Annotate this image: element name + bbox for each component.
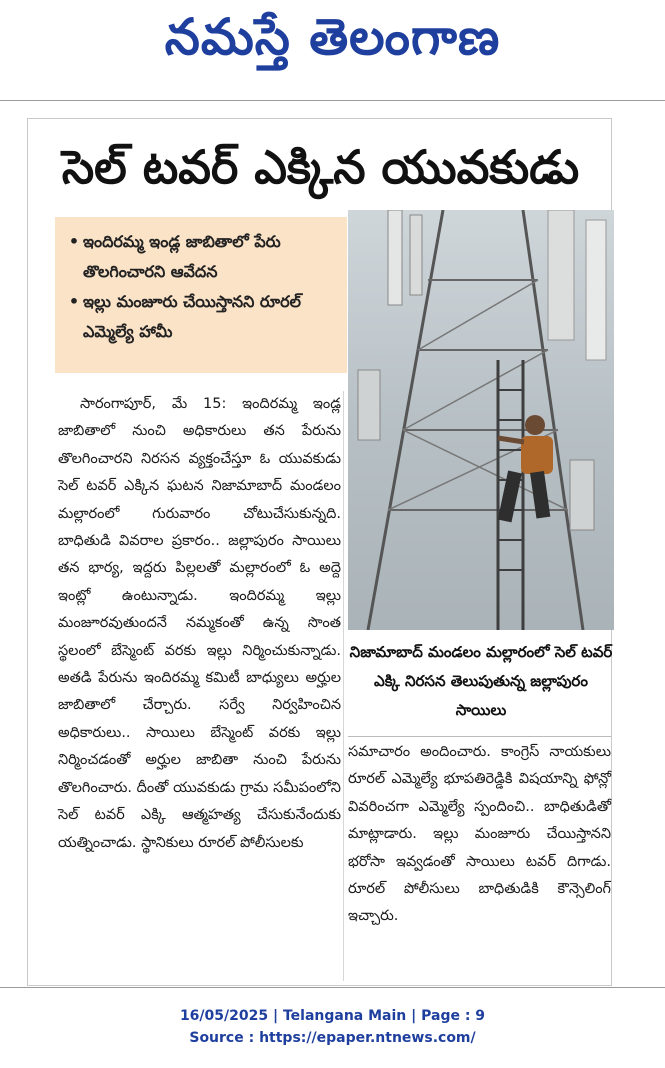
article-headline: సెల్ టవర్ ఎక్కిన యువకుడు: [61, 140, 580, 194]
masthead: [0, 0, 665, 86]
cell-tower-photo: [348, 210, 614, 630]
footer-divider: [0, 987, 665, 988]
article-box: [27, 118, 612, 986]
masthead-divider: [0, 100, 665, 101]
highlight-item: [65, 227, 337, 287]
column-divider: [343, 391, 344, 981]
highlights-box: [55, 217, 347, 373]
bullet-icon: •: [68, 292, 80, 311]
article-body-right: సమాచారం అందించారు. కాంగ్రెస్ నాయకులు రూరల్ ఎమ్మెల్యే భూపతిరెడ్డికి విషయాన్ని ఫోన్లో వివరించగా ఎమ్మెల్యే స్పందించి.. బాధితుడితో మాట్లాడారు. ఇల్లు మంజూరు చేయిస్తానని భరోసా ఇవ్వడంతో సాయిలు టవర్ దిగాడు. రూరల్ పోలీసులు బాధితుడికి కౌన్సెలింగ్ ఇచ్చారు.: [348, 744, 611, 925]
highlight-text: ఇందిరమ్మ ఇండ్ల జాబితాలో పేరు తొలగించారని ఆవేదన: [83, 232, 281, 281]
highlight-item: [65, 287, 337, 347]
photo-caption: నిజామాబాద్ మండలం మల్లారంలో సెల్ టవర్ ఎక్కి నిరసన తెలుపుతున్న జల్లాపురం సాయిలు: [349, 643, 613, 719]
news-photo: [348, 210, 614, 630]
masthead-logo: నమస్తే తెలంగాణ: [164, 7, 501, 66]
article-body-left: సారంగాపూర్, మే 15: ఇందిరమ్మ ఇండ్ల జాబితాలో నుంచి అధికారులు తన పేరును తొలగించారని నిరసన వ్యక్తంచేస్తూ ఓ యువకుడు సెల్ టవర్ ఎక్కిన ఘటన నిజామాబాద్ మండలం మల్లారంలో గురువారం చోటుచేసుకున్నది. బాధితుడి వివరాల ప్రకారం.. జల్లాపురం సాయిలు తన భార్య, ఇద్దరు పిల్లలతో మల్లారంలో ఓ అద్దె ఇంట్లో ఉంటున్నాడు. ఇందిరమ్మ ఇల్లు మంజూరవుతుందనే నమ్మకంతో ఉన్న సొంత స్థలంలో బేస్మెంట్ వరకు ఇల్లు నిర్మించుకున్నాడు. అతడి పేరును ఇందిరమ్మ కమిటీ బాధ్యులు అర్హుల జాబితాలో చేర్చారు. సర్వే నిర్వహించిన అధికారులు.. సాయిలు బేస్మెంట్ వరకు ఇల్లు నిర్మించడంతో అర్హుల జాబితా నుంచి పేరును తొలగించారు. దీంతో యువకుడు గ్రామ సమీపంలోని సెల్ టవర్ ఎక్కి ఆత్మహత్య చేసుకునేందుకు యత్నించాడు. స్థానికులు రూరల్ పోలీసులకు: [58, 396, 341, 851]
footer: [0, 1005, 665, 1049]
highlight-text: ఇల్లు మంజూరు చేయిస్తానని రూరల్ ఎమ్మెల్యే హామీ: [83, 292, 301, 341]
footer-source: Source : https://epaper.ntnews.com/: [189, 1030, 476, 1046]
footer-date-page: 16/05/2025 | Telangana Main | Page : 9: [179, 1008, 486, 1024]
bullet-icon: •: [68, 232, 80, 251]
right-column-rule: [348, 736, 611, 737]
